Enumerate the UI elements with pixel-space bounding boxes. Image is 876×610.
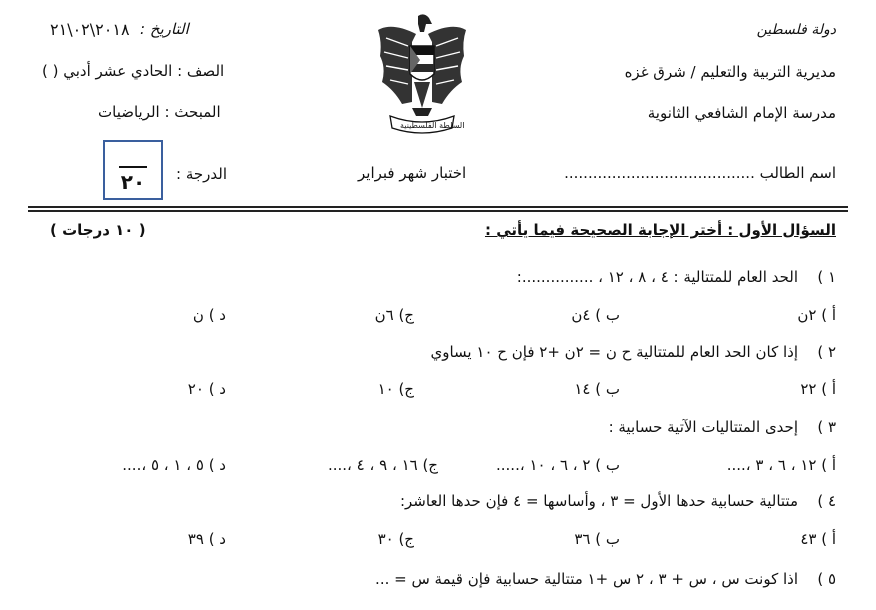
date-value: ٢٠١٨\٠٢\٢١ — [50, 20, 130, 39]
option-d[interactable]: د ) ٢٠ — [187, 380, 226, 398]
header-divider-1 — [28, 206, 848, 208]
directorate-name: مديرية التربية والتعليم / شرق غزه — [624, 63, 836, 81]
student-name-field[interactable]: اسم الطالب ........................................ — [564, 164, 836, 182]
state-name: دولة فلسطين — [756, 22, 836, 38]
section-marks: ( ١٠ درجات ) — [50, 221, 146, 239]
option-a[interactable]: أ ) ٢٢ — [800, 380, 836, 398]
option-a[interactable]: أ ) ٢ن — [797, 306, 836, 324]
grade-label: الدرجة : — [176, 165, 227, 183]
question-number: ٣ ) — [817, 418, 836, 436]
grade-total: ٢٠ — [120, 170, 146, 194]
date-label: التاريخ : — [140, 20, 189, 38]
palestinian-authority-eagle-emblem — [372, 12, 472, 140]
option-d[interactable]: د ) ٣٩ — [187, 530, 226, 548]
subject-label: المبحث : الرياضيات — [98, 103, 221, 121]
question-number: ١ ) — [817, 268, 836, 286]
option-c[interactable]: ج) ١٦ ، ٩ ، ٤ ،.... — [327, 456, 438, 474]
option-a[interactable]: أ ) ٤٣ — [800, 530, 836, 548]
question-text: الحد العام للمتتالية : ٤ ، ٨ ، ١٢ ، ...............: — [516, 268, 798, 286]
option-b[interactable]: ب ) ٣٦ — [574, 530, 620, 548]
grade-box — [103, 140, 163, 200]
school-name: مدرسة الإمام الشافعي الثانوية — [647, 104, 836, 122]
question-text: اذا كونت س ، س + ٣ ، ٢ س +١ متتالية حسابية فإن قيمة س = ... — [375, 570, 798, 588]
option-c[interactable]: ج) ٦ن — [374, 306, 414, 324]
question-text: إذا كان الحد العام للمتتالية ح ن = ٢ن +٢ فإن ح ١٠ يساوي — [430, 343, 798, 361]
exam-title: اختبار شهر فبراير — [358, 164, 467, 182]
question-number: ٢ ) — [817, 343, 836, 361]
option-b[interactable]: ب ) ٢ ، ٦ ، ١٠ ،..... — [496, 456, 620, 474]
section-title: السؤال الأول : أختر الإجابة الصحيحة فيما يأتي : — [484, 221, 836, 239]
option-b[interactable]: ب ) ١٤ — [574, 380, 620, 398]
question-text: متتالية حسابية حدها الأول = ٣ ، وأساسها = ٤ فإن حدها العاشر: — [399, 492, 798, 510]
class-label: الصف : الحادي عشر أدبي ( ) — [42, 62, 225, 80]
question-number: ٥ ) — [817, 570, 836, 588]
option-d[interactable]: د ) ن — [192, 306, 226, 324]
option-c[interactable]: ج) ٣٠ — [377, 530, 414, 548]
grade-fraction-line — [119, 166, 147, 168]
emblem-ribbon-text: السلطة الفلسطينية — [400, 121, 465, 130]
option-a[interactable]: أ ) ١٢ ، ٦ ، ٣ ،.... — [726, 456, 836, 474]
option-d[interactable]: د ) ٥ ، ١ ، ٥ ،.... — [122, 456, 226, 474]
question-number: ٤ ) — [817, 492, 836, 510]
option-b[interactable]: ب ) ٤ن — [571, 306, 620, 324]
question-text: إحدى المتتاليات الآتية حسابية : — [608, 418, 798, 436]
header-divider-2 — [28, 210, 848, 212]
option-c[interactable]: ج) ١٠ — [377, 380, 414, 398]
